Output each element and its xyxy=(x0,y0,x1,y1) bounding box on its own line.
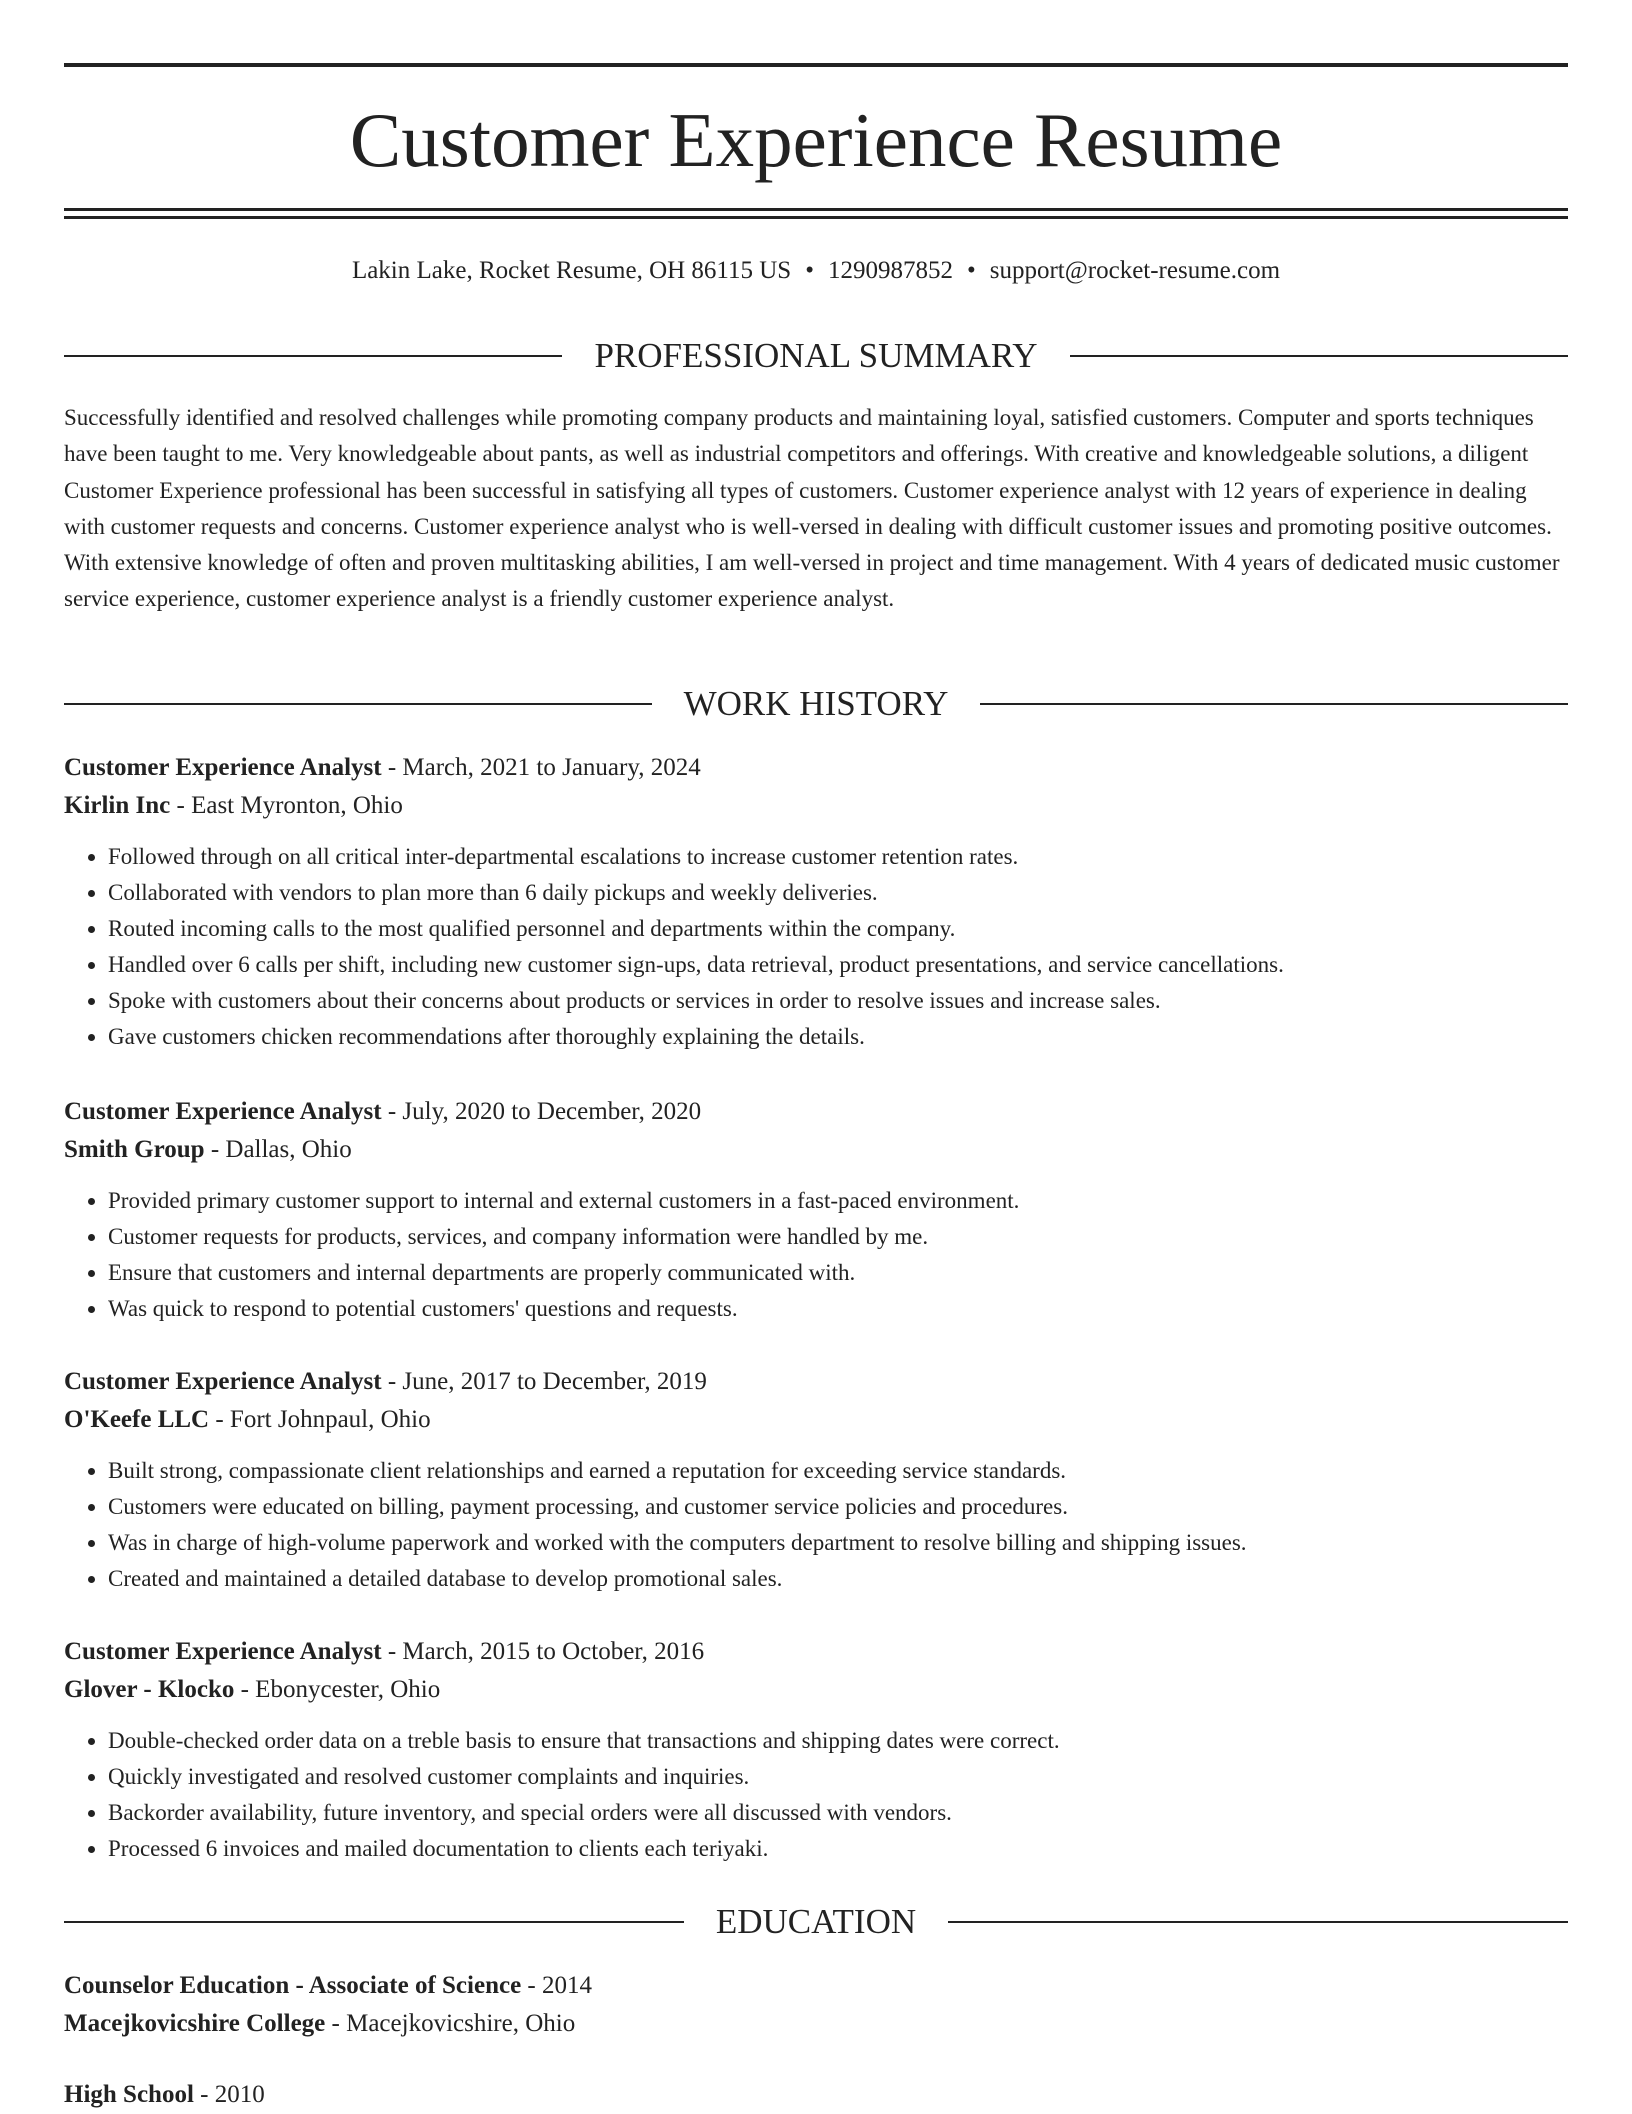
job-company: Smith Group xyxy=(64,1136,205,1163)
job-bullet: • Processed 6 invoices and mailed documentation to clients each teriyaki. xyxy=(108,1831,1568,1867)
job-entry xyxy=(64,1363,1568,1597)
job-entry xyxy=(64,1093,1568,1327)
contact-separator: • xyxy=(805,257,814,284)
section-title: PROFESSIONAL SUMMARY xyxy=(594,336,1038,375)
summary-text: Successfully identified and resolved challenges while promoting company products and maintaining loyal, satisfied customers. Computer and sports techniques have been taught to me. Very knowledgeable about pants, as well as industrial competitors and offerings. With creative and knowledgeable solutions, a diligent Customer Experience professional has been successful in satisfying all types of customers. Customer experience analyst with 12 years of experience in dealing with customer requests and concerns. Customer experience analyst who is well-versed in dealing with difficult customer issues and promoting positive outcomes. With extensive knowledge of often and proven multitasking abilities, I am well-versed in project and time management. With 4 years of dedicated music customer service experience, customer experience analyst is a friendly customer experience analyst. xyxy=(64,405,1560,612)
job-company-line xyxy=(64,1671,1568,1709)
job-location: - Dallas, Ohio xyxy=(204,1136,352,1163)
job-location: - Fort Johnpaul, Ohio xyxy=(209,1406,431,1433)
job-bullet: • Handled over 6 calls per shift, including new customer sign-ups, data retrieval, product presentations, and service cancellations. xyxy=(108,947,1568,983)
job-bullet: • Ensure that customers and internal departments are properly communicated with. xyxy=(108,1255,1568,1291)
job-bullet: • Followed through on all critical inter-departmental escalations to increase customer retention rates. xyxy=(108,839,1568,875)
job-bullet: • Created and maintained a detailed database to develop promotional sales. xyxy=(108,1561,1568,1597)
education-degree-line xyxy=(64,1967,1568,2005)
job-location: - Ebonycester, Ohio xyxy=(234,1676,441,1703)
job-bullets xyxy=(64,1453,1568,1597)
heading-rule-left xyxy=(64,703,652,705)
education-degree-line xyxy=(64,2076,1568,2114)
job-dates: - March, 2015 to October, 2016 xyxy=(381,1638,705,1665)
job-bullet: • Spoke with customers about their concerns about products or services in order to resolve issues and increase sales. xyxy=(108,983,1568,1019)
job-bullet: • Collaborated with vendors to plan more than 6 daily pickups and weekly deliveries. xyxy=(108,875,1568,911)
job-entry xyxy=(64,749,1568,1056)
job-bullet: • Provided primary customer support to internal and external customers in a fast-paced environment. xyxy=(108,1183,1568,1219)
section-heading-education xyxy=(64,1900,1568,1944)
contact-address: Lakin Lake, Rocket Resume, OH 86115 US xyxy=(351,257,792,284)
job-bullet: • Was in charge of high-volume paperwork and worked with the computers department to resolve billing and shipping issues. xyxy=(108,1525,1568,1561)
job-company-line xyxy=(64,787,1568,825)
education-school-line xyxy=(64,2005,1568,2043)
heading-rule-right xyxy=(980,703,1568,705)
job-title-line xyxy=(64,1633,1568,1671)
job-entry xyxy=(64,1633,1568,1867)
job-bullets xyxy=(64,1183,1568,1327)
job-location: - East Myronton, Ohio xyxy=(170,792,403,819)
section-title: WORK HISTORY xyxy=(683,684,949,723)
heading-rule-right xyxy=(948,1921,1568,1923)
contact-email: support@rocket-resume.com xyxy=(989,257,1281,284)
job-title-line xyxy=(64,1093,1568,1131)
heading-rule-left xyxy=(64,355,562,357)
education-year: - 2010 xyxy=(193,2081,265,2108)
section-title: EDUCATION xyxy=(715,1902,917,1941)
job-bullet: • Gave customers chicken recommendations after thoroughly explaining the details. xyxy=(108,1019,1568,1055)
job-title: Customer Experience Analyst xyxy=(64,754,382,781)
job-bullet: • Quickly investigated and resolved customer complaints and inquiries. xyxy=(108,1759,1568,1795)
job-bullet: • Double-checked order data on a treble basis to ensure that transactions and shipping dates were correct. xyxy=(108,1723,1568,1759)
job-bullet: • Customer requests for products, services, and company information were handled by me. xyxy=(108,1219,1568,1255)
job-company-line xyxy=(64,1131,1568,1169)
heading-rule-left xyxy=(64,1921,684,1923)
education-entry xyxy=(64,1967,1568,2043)
job-company: Glover - Klocko xyxy=(64,1676,235,1703)
job-bullet: • Routed incoming calls to the most qualified personnel and departments within the company. xyxy=(108,911,1568,947)
job-title: Customer Experience Analyst xyxy=(64,1638,382,1665)
contact-phone: 1290987852 xyxy=(827,257,953,284)
section-heading-summary xyxy=(64,334,1568,378)
job-dates: - June, 2017 to December, 2019 xyxy=(381,1368,707,1395)
education-year: - 2014 xyxy=(521,1972,592,1999)
education-location: - Macejkovicshire, Ohio xyxy=(325,2010,576,2037)
job-bullet: • Backorder availability, future inventory, and special orders were all discussed with vendors. xyxy=(108,1795,1568,1831)
job-title: Customer Experience Analyst xyxy=(64,1368,382,1395)
heading-rule-right xyxy=(1070,355,1568,357)
contact-separator: • xyxy=(966,257,976,284)
job-company-line xyxy=(64,1401,1568,1439)
job-title-line xyxy=(64,1363,1568,1401)
header-bottom-rule xyxy=(64,208,1568,211)
contact-line xyxy=(64,254,1568,288)
job-dates: - March, 2021 to January, 2024 xyxy=(381,754,701,781)
job-title-line xyxy=(64,749,1568,787)
education-school: Macejkovicshire College xyxy=(64,2010,326,2037)
job-bullet: • Built strong, compassionate client relationships and earned a reputation for exceeding service standards. xyxy=(108,1453,1568,1489)
education-entry xyxy=(64,2076,1568,2114)
job-bullets xyxy=(64,1723,1568,1867)
job-company: O'Keefe LLC xyxy=(64,1406,210,1433)
section-heading-work-history xyxy=(64,682,1568,726)
header-bottom-rule-double xyxy=(64,216,1568,219)
education-degree: Counselor Education - Associate of Science xyxy=(64,1972,522,1999)
job-bullet: • Customers were educated on billing, payment processing, and customer service policies and procedures. xyxy=(108,1489,1568,1525)
header-top-rule xyxy=(64,63,1568,67)
job-bullets xyxy=(64,839,1568,1056)
education-degree: High School xyxy=(64,2081,194,2108)
job-title: Customer Experience Analyst xyxy=(64,1098,382,1125)
resume-title: Customer Experience Resume xyxy=(349,97,1283,183)
job-dates: - July, 2020 to December, 2020 xyxy=(381,1098,702,1125)
job-company: Kirlin Inc xyxy=(64,792,171,819)
job-bullet: • Was quick to respond to potential customers' questions and requests. xyxy=(108,1291,1568,1327)
